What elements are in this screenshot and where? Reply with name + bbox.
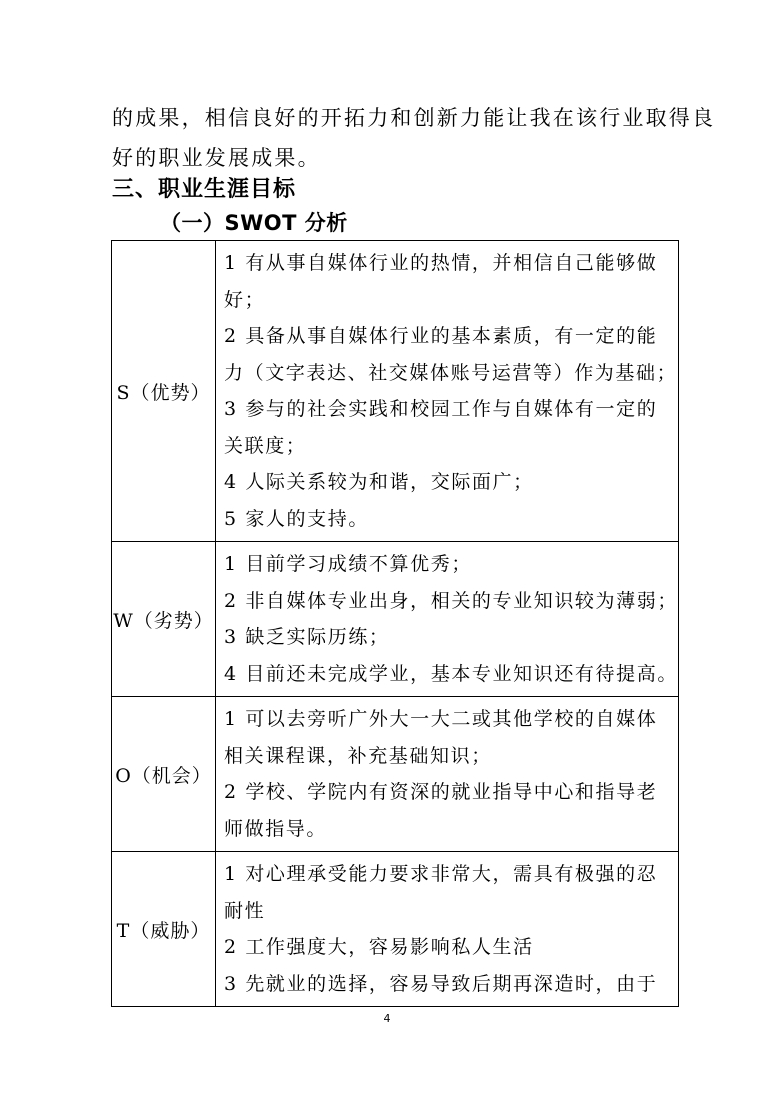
- swot-row-strengths: [112, 241, 679, 542]
- swot-line: 4 人际关系较为和谐，交际面广；: [224, 471, 534, 493]
- swot-line: 2 非自媒体专业出身，相关的专业知识较为薄弱；: [224, 589, 678, 612]
- page-number: 4: [383, 1012, 391, 1025]
- swot-line: 4 目前还未完成学业，基本专业知识还有待提高。: [224, 662, 678, 685]
- swot-label-opportunities: O（机会）: [112, 697, 216, 852]
- swot-line: 1 对心理承受能力要求非常大，需具有极强的忍: [224, 863, 658, 885]
- swot-line: 3 先就业的选择，容易导致后期再深造时，由于: [224, 972, 658, 995]
- swot-line: 耐性: [224, 899, 266, 922]
- swot-line: 2 学校、学院内有资深的就业指导中心和指导老: [224, 781, 658, 803]
- swot-line: 1 目前学习成绩不算优秀；: [224, 553, 472, 575]
- swot-row-opportunities: [112, 697, 679, 852]
- swot-line: 1 可以去旁听广外大一大二或其他学校的自媒体: [224, 708, 658, 730]
- swot-line: 5 家人的支持。: [224, 507, 369, 530]
- swot-content-threats: [216, 852, 679, 1007]
- swot-content-opportunities: [216, 697, 679, 852]
- swot-label-strengths: S（优势）: [112, 241, 216, 542]
- section-heading: 三、职业生涯目标: [112, 177, 297, 202]
- intro-line: 好的职业发展成果。: [112, 146, 321, 170]
- swot-row-weaknesses: [112, 542, 679, 697]
- swot-line: 3 缺乏实际历练；: [224, 626, 390, 648]
- swot-line: 力（文字表达、社交媒体账号运营等）作为基础；: [224, 361, 678, 384]
- swot-line: 1 有从事自媒体行业的热情，并相信自己能够做: [224, 252, 658, 274]
- swot-label-weaknesses: W（劣势）: [112, 542, 216, 697]
- swot-line: 相关课程课，补充基础知识；: [224, 744, 492, 767]
- swot-line: 3 参与的社会实践和校园工作与自媒体有一定的: [224, 398, 658, 420]
- subsection-heading: （一）SWOT 分析: [160, 211, 348, 235]
- swot-line: 关联度；: [224, 434, 307, 457]
- intro-line: 的成果，相信良好的开拓力和创新力能让我在该行业取得良: [112, 106, 716, 130]
- swot-content-strengths: [216, 241, 679, 542]
- swot-row-threats: [112, 852, 679, 1007]
- swot-table: [111, 240, 679, 1007]
- intro-paragraph: [112, 98, 716, 178]
- swot-line: 师做指导。: [224, 817, 328, 840]
- swot-line: 2 具备从事自媒体行业的基本素质，有一定的能: [224, 325, 658, 347]
- swot-content-weaknesses: [216, 542, 679, 697]
- swot-label-threats: T（威胁）: [112, 852, 216, 1007]
- swot-line: 2 工作强度大，容易影响私人生活: [224, 936, 534, 958]
- swot-line: 好；: [224, 288, 266, 311]
